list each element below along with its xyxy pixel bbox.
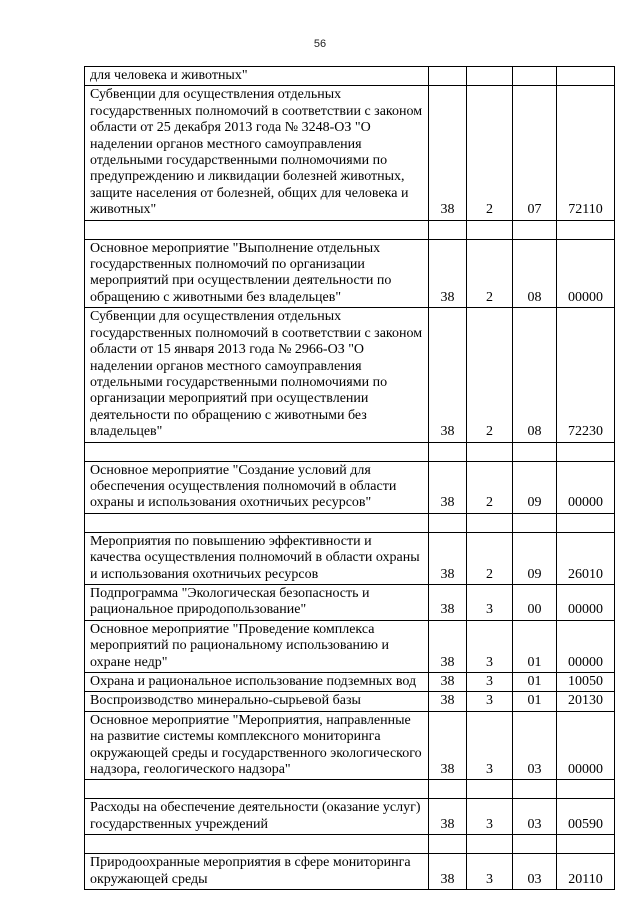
- row-code-3: 07: [513, 86, 557, 220]
- row-code-1: 38: [429, 584, 467, 620]
- row-code-4: 72230: [557, 308, 615, 442]
- table-row: [85, 584, 615, 620]
- row-code-4: 00000: [557, 584, 615, 620]
- row-code-2: 3: [467, 711, 513, 780]
- row-code-3: 03: [513, 799, 557, 835]
- spacer-cell: [467, 780, 513, 799]
- table-row: [85, 86, 615, 220]
- row-code-4: 00000: [557, 711, 615, 780]
- row-code-3: 08: [513, 239, 557, 308]
- row-code-2: 2: [467, 308, 513, 442]
- row-name: Воспроизводство минерально-сырьевой базы: [85, 692, 429, 711]
- spacer-cell: [557, 513, 615, 532]
- spacer-row: [85, 835, 615, 854]
- row-code-4: 00000: [557, 239, 615, 308]
- row-code-1: 38: [429, 799, 467, 835]
- row-code-4: 00000: [557, 461, 615, 513]
- row-code-1: 38: [429, 854, 467, 890]
- spacer-cell: [557, 220, 615, 239]
- spacer-cell: [85, 220, 429, 239]
- row-code-1: 38: [429, 532, 467, 584]
- row-code-3: 03: [513, 854, 557, 890]
- spacer-cell: [513, 442, 557, 461]
- spacer-cell: [467, 220, 513, 239]
- row-code-1: 38: [429, 308, 467, 442]
- row-code-3: 01: [513, 692, 557, 711]
- spacer-cell: [467, 835, 513, 854]
- row-code-2: 3: [467, 854, 513, 890]
- row-name: Основное мероприятие "Создание условий для обеспечения осуществления полномочий в области охраны и использования охотничьих ресурсов": [85, 461, 429, 513]
- spacer-cell: [467, 442, 513, 461]
- spacer-row: [85, 442, 615, 461]
- row-name: Основное мероприятие "Проведение комплекса мероприятий по рациональному использованию и охране недр": [85, 620, 429, 672]
- row-code-2: 3: [467, 673, 513, 692]
- spacer-cell: [429, 780, 467, 799]
- row-name: Субвенции для осуществления отдельных государственных полномочий в соответствии с законом области от 25 декабря 2013 года № 3248-ОЗ "О наделении органов местного самоуправления отдельными государственными полномочиями по предупреждению и ликвидации болезней животных, защите населения от болезней, общих для человека и животных": [85, 86, 429, 220]
- spacer-cell: [557, 835, 615, 854]
- row-code-2: [467, 67, 513, 86]
- row-code-4: 20110: [557, 854, 615, 890]
- row-name: Субвенции для осуществления отдельных государственных полномочий в соответствии с законом области от 15 января 2013 года № 2966-ОЗ "О наделении органов местного самоуправления отдельными государственными полномочиями по организации мероприятий при осуществлении деятельности по обращению с животными без владельцев": [85, 308, 429, 442]
- spacer-cell: [467, 513, 513, 532]
- row-code-1: 38: [429, 86, 467, 220]
- spacer-cell: [429, 835, 467, 854]
- row-code-2: 2: [467, 461, 513, 513]
- row-code-2: 2: [467, 532, 513, 584]
- row-name: для человека и животных": [85, 67, 429, 86]
- row-code-2: 3: [467, 584, 513, 620]
- spacer-cell: [85, 442, 429, 461]
- row-code-4: [557, 67, 615, 86]
- spacer-cell: [557, 442, 615, 461]
- spacer-cell: [429, 220, 467, 239]
- row-code-4: 10050: [557, 673, 615, 692]
- row-code-1: 38: [429, 673, 467, 692]
- row-code-2: 2: [467, 86, 513, 220]
- spacer-cell: [85, 513, 429, 532]
- table-row: [85, 461, 615, 513]
- row-code-1: 38: [429, 620, 467, 672]
- row-code-4: 72110: [557, 86, 615, 220]
- spacer-cell: [557, 780, 615, 799]
- spacer-row: [85, 780, 615, 799]
- page-number: 56: [313, 38, 327, 50]
- row-code-4: 00000: [557, 620, 615, 672]
- row-name: Природоохранные мероприятия в сфере мониторинга окружающей среды: [85, 854, 429, 890]
- row-name: Охрана и рациональное использование подземных вод: [85, 673, 429, 692]
- spacer-cell: [513, 835, 557, 854]
- spacer-row: [85, 220, 615, 239]
- spacer-cell: [429, 513, 467, 532]
- row-code-3: 09: [513, 532, 557, 584]
- row-code-1: 38: [429, 692, 467, 711]
- spacer-cell: [85, 780, 429, 799]
- row-code-3: 03: [513, 711, 557, 780]
- row-code-1: 38: [429, 711, 467, 780]
- budget-table: [84, 66, 615, 890]
- row-code-3: 09: [513, 461, 557, 513]
- table-row: [85, 711, 615, 780]
- row-code-3: 01: [513, 620, 557, 672]
- row-name: Основное мероприятие "Мероприятия, направленные на развитие системы комплексного мониторинга окружающей среды и государственного экологического надзора, геологического надзора": [85, 711, 429, 780]
- row-code-4: 26010: [557, 532, 615, 584]
- row-code-2: 3: [467, 692, 513, 711]
- table-row: [85, 799, 615, 835]
- table-row: [85, 67, 615, 86]
- row-code-1: [429, 67, 467, 86]
- row-code-4: 20130: [557, 692, 615, 711]
- row-code-4: 00590: [557, 799, 615, 835]
- table-row: [85, 692, 615, 711]
- row-name: Мероприятия по повышению эффективности и качества осуществления полномочий в области охраны и использования охотничьих ресурсов: [85, 532, 429, 584]
- row-code-3: 08: [513, 308, 557, 442]
- table-row: [85, 854, 615, 890]
- row-code-3: 00: [513, 584, 557, 620]
- spacer-row: [85, 513, 615, 532]
- spacer-cell: [429, 442, 467, 461]
- row-name: Расходы на обеспечение деятельности (оказание услуг) государственных учреждений: [85, 799, 429, 835]
- row-name: Основное мероприятие "Выполнение отдельных государственных полномочий по организации мероприятий при осуществлении деятельности по обращению с животными без владельцев": [85, 239, 429, 308]
- row-code-1: 38: [429, 239, 467, 308]
- spacer-cell: [513, 220, 557, 239]
- spacer-cell: [85, 835, 429, 854]
- row-code-1: 38: [429, 461, 467, 513]
- row-code-2: 3: [467, 620, 513, 672]
- row-code-3: 01: [513, 673, 557, 692]
- row-code-2: 3: [467, 799, 513, 835]
- table-row: [85, 308, 615, 442]
- table-row: [85, 620, 615, 672]
- table-row: [85, 239, 615, 308]
- table-row: [85, 673, 615, 692]
- table-row: [85, 532, 615, 584]
- spacer-cell: [513, 780, 557, 799]
- row-code-3: [513, 67, 557, 86]
- row-name: Подпрограмма "Экологическая безопасность и рациональное природопользование": [85, 584, 429, 620]
- spacer-cell: [513, 513, 557, 532]
- row-code-2: 2: [467, 239, 513, 308]
